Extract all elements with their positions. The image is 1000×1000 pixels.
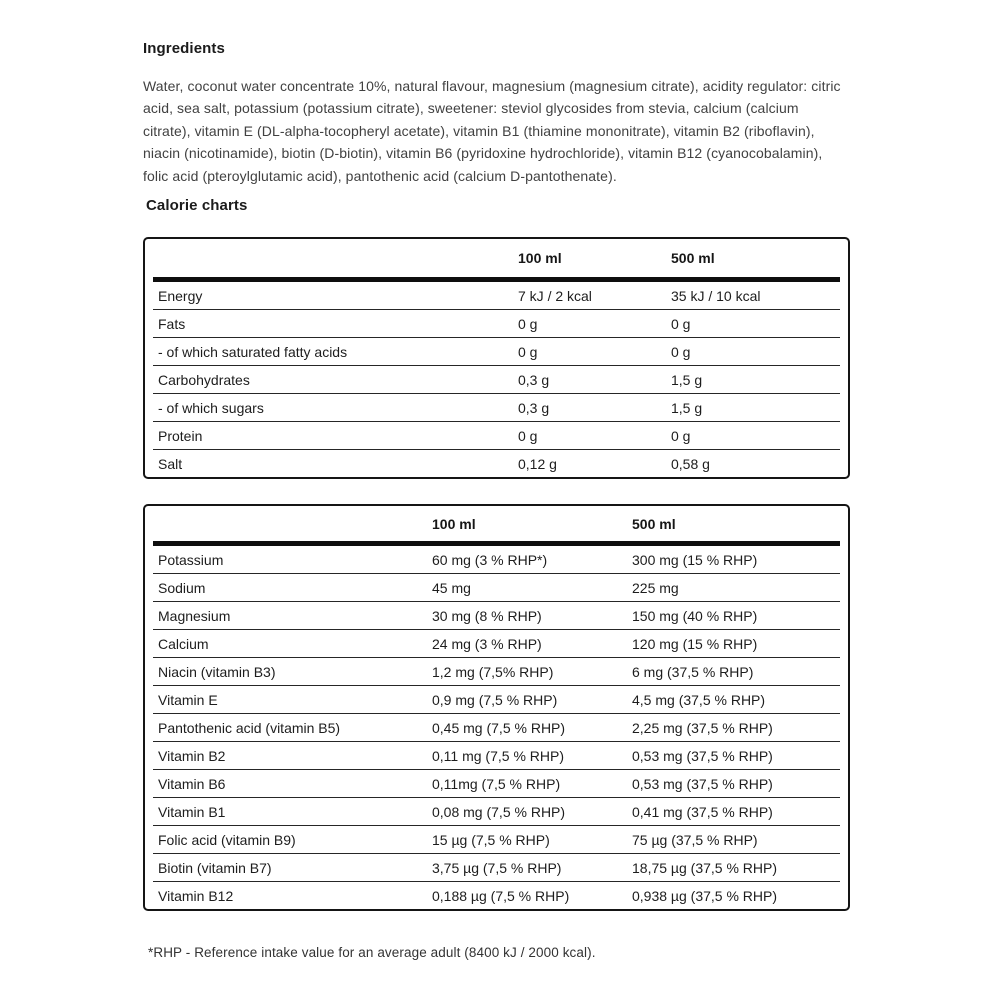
nutrient-label: Sodium <box>158 579 206 596</box>
nutrient-value: 0,938 µg (37,5 % RHP) <box>632 887 778 904</box>
nutrient-value: 0,41 mg (37,5 % RHP) <box>632 803 773 820</box>
table-row <box>145 826 848 853</box>
nutrient-label: Niacin (vitamin B3) <box>158 663 276 680</box>
table-row <box>145 798 848 825</box>
column-header: 100 ml <box>518 250 562 267</box>
table-row <box>145 310 848 337</box>
nutrient-value: 0,08 mg (7,5 % RHP) <box>432 803 566 820</box>
nutrient-label: Vitamin B2 <box>158 747 226 764</box>
table-header-row <box>145 239 848 277</box>
table-row <box>145 282 848 309</box>
table-row <box>145 714 848 741</box>
table-row <box>145 658 848 685</box>
table-row <box>145 546 848 573</box>
ingredients-text: Water, coconut water concentrate 10%, natural flavour, magnesium (magnesium citrate), acidity regulator: citric acid, sea salt, potassium (potassium citrate), sweetener: steviol glycosides from stevia, calcium (calcium citrate), vitamin E (DL-alpha-tocopheryl acetate), vitamin B1 (thiamine mononitrate), vitamin B2 (riboflavin), niacin (nicotinamide), biotin (D-biotin), vitamin B6 (pyridoxine hydrochloride), vitamin B12 (cyanocobalamin), folic acid (pteroylglutamic acid), pantothenic acid (calcium D-pantothenate). <box>143 78 841 184</box>
nutrient-value: 1,5 g <box>671 371 703 388</box>
nutrient-value: 2,25 mg (37,5 % RHP) <box>632 719 773 736</box>
nutrient-value: 0 g <box>518 343 538 360</box>
column-header: 500 ml <box>632 515 676 532</box>
rhp-footnote: *RHP - Reference intake value for an average adult (8400 kJ / 2000 kcal). <box>148 945 596 961</box>
table-row <box>145 422 848 449</box>
table-row <box>145 338 848 365</box>
nutrient-label: Vitamin E <box>158 691 218 708</box>
nutrient-label: Vitamin B1 <box>158 803 226 820</box>
nutrient-value: 0,188 µg (7,5 % RHP) <box>432 887 570 904</box>
nutrient-value: 7 kJ / 2 kcal <box>518 287 592 304</box>
nutrient-label: Pantothenic acid (vitamin B5) <box>158 719 341 736</box>
nutrient-label: Energy <box>158 287 203 304</box>
nutrient-value: 0,11 mg (7,5 % RHP) <box>432 747 565 764</box>
nutrient-value: 35 kJ / 10 kcal <box>671 287 761 304</box>
nutrient-label: Potassium <box>158 551 224 568</box>
nutrient-label: - of which saturated fatty acids <box>158 343 348 360</box>
nutrient-value: 0,53 mg (37,5 % RHP) <box>632 747 773 764</box>
nutrient-value: 0 g <box>671 315 691 332</box>
nutrient-value: 0 g <box>518 315 538 332</box>
nutrient-value: 0,11mg (7,5 % RHP) <box>432 775 561 792</box>
nutrient-label: Protein <box>158 427 203 444</box>
nutrient-label: Magnesium <box>158 607 231 624</box>
table-row <box>145 854 848 881</box>
nutrient-label: Biotin (vitamin B7) <box>158 859 272 876</box>
nutrient-value: 75 µg (37,5 % RHP) <box>632 831 758 848</box>
column-header: 100 ml <box>432 515 476 532</box>
table-row <box>145 394 848 421</box>
nutrient-value: 120 mg (15 % RHP) <box>632 635 758 652</box>
nutrient-label: Fats <box>158 315 186 332</box>
nutrient-value: 0,45 mg (7,5 % RHP) <box>432 719 566 736</box>
table-row <box>145 770 848 797</box>
calorie-charts-heading: Calorie charts <box>146 197 248 215</box>
nutrient-label: Vitamin B6 <box>158 775 226 792</box>
nutrient-label: Folic acid (vitamin B9) <box>158 831 296 848</box>
ingredients-heading: Ingredients <box>143 40 225 57</box>
nutrient-value: 0,9 mg (7,5 % RHP) <box>432 691 558 708</box>
table-header-row <box>145 506 848 541</box>
nutrient-value: 45 mg <box>432 579 471 596</box>
nutrient-label: Salt <box>158 455 183 472</box>
table-row <box>145 630 848 657</box>
content-column <box>143 41 855 960</box>
nutrient-value: 0 g <box>671 427 691 444</box>
nutrient-value: 0,58 g <box>671 455 710 472</box>
table-row <box>145 366 848 393</box>
nutrient-value: 0 g <box>671 343 691 360</box>
nutrient-value: 30 mg (8 % RHP) <box>432 607 542 624</box>
nutrient-value: 0,3 g <box>518 399 550 416</box>
nutrient-value: 150 mg (40 % RHP) <box>632 607 758 624</box>
nutrient-value: 24 mg (3 % RHP) <box>432 635 542 652</box>
micronutrients-table <box>143 504 850 911</box>
nutrient-value: 4,5 mg (37,5 % RHP) <box>632 691 766 708</box>
nutrient-label: Vitamin B12 <box>158 887 234 904</box>
nutrient-value: 0 g <box>518 427 538 444</box>
nutrient-label: Carbohydrates <box>158 371 250 388</box>
nutrient-value: 1,5 g <box>671 399 703 416</box>
table-row <box>145 742 848 769</box>
macronutrients-table <box>143 237 850 479</box>
nutrient-value: 1,2 mg (7,5% RHP) <box>432 663 554 680</box>
column-header: 500 ml <box>671 250 715 267</box>
nutrient-value: 18,75 µg (37,5 % RHP) <box>632 859 778 876</box>
table-row <box>145 574 848 601</box>
nutrient-label: - of which sugars <box>158 399 264 416</box>
table-row <box>145 450 848 477</box>
nutrient-value: 0,3 g <box>518 371 550 388</box>
table-row <box>145 602 848 629</box>
nutrient-label: Calcium <box>158 635 209 652</box>
nutrient-value: 0,12 g <box>518 455 557 472</box>
nutrient-value: 15 µg (7,5 % RHP) <box>432 831 550 848</box>
nutrient-value: 225 mg <box>632 579 679 596</box>
nutrient-value: 0,53 mg (37,5 % RHP) <box>632 775 773 792</box>
table-row <box>145 686 848 713</box>
nutrient-value: 6 mg (37,5 % RHP) <box>632 663 754 680</box>
table-row <box>145 882 848 909</box>
nutrient-value: 60 mg (3 % RHP*) <box>432 551 548 568</box>
nutrient-value: 3,75 µg (7,5 % RHP) <box>432 859 562 876</box>
nutrient-value: 300 mg (15 % RHP) <box>632 551 758 568</box>
